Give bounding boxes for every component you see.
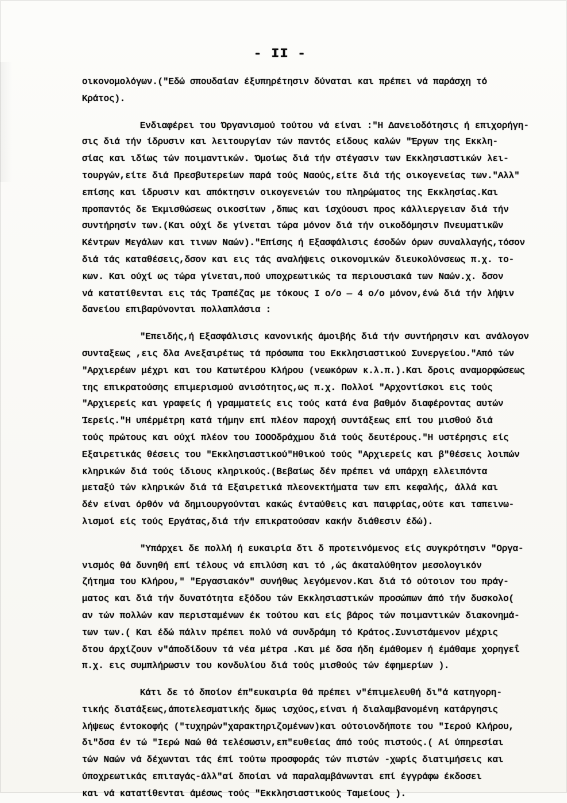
text-line: της επικρατούσης επιμερισμού ανισότητος,ως π.χ. Πολλοί "Αρχοντίσκοι εις τούς xyxy=(82,382,493,393)
text-line: προπαντός δε Έκμισθώσεως οικοσίτων ,δπως και ίσχύουσι προς κάλλιεργειαν διά τήν xyxy=(82,204,509,215)
document-body xyxy=(82,74,538,803)
text-line: τών Ναών νά δέχωνται τάς έπί τούτω προσφοράς τών πιστών -χωρίς διατιμήσεις και xyxy=(82,755,504,766)
text-line: δτου άρχίζουν ν"άποδίδουν τά νέα μέτρα .Και μέ δσα ήδη έμάθομεν ή έμάθαμε χορηγεΐ xyxy=(82,644,520,655)
text-line: δανείου επιβαρύνονται πολλαπλάσια : xyxy=(82,305,272,316)
text-line: ματος και διά τήν δυνατότητα εξόδου τών Εκκλησιαστικών προσώπων άπό τήν δυσκολο( xyxy=(82,594,515,605)
text-line: τουργών,είτε διά Πρεσβυτερείων παρά τούς Ναούς,είτε διά τής οικογενείας των."Αλλ" xyxy=(82,170,520,181)
text-line: Εξαιρετικάς θέσεις του "Εκκλησιαστικού"Ηθικού τούς "Αρχιερείς και β"θέσεις λοιπών xyxy=(82,449,520,460)
text-line: "Επειδής,ή Εξασφάλισις κανονικής άμοιβής διά τήν συντήρησιν και ανάλογον xyxy=(140,332,529,343)
text-line: "Αρχιερείς και γραφείς ή γραμματείς εις τούς κατά ένα βαθμόν διαφέροντας αυτών xyxy=(82,399,504,410)
text-line: "Αρχιερέων μέχρι και του Κατωτέρου Κλήρου (νεωκόρων κ.λ.π.).Και δροις αναμορφώσεως xyxy=(82,365,525,376)
text-line: Ενδιαφέρει του Όργανισμού τούτου νά είναι :"Η Δανειοδότησις ή επιχορήγη- xyxy=(140,120,529,131)
text-line: Κράτος). xyxy=(82,93,126,104)
text-line: δέν είναι όρθόν νά δημιουργούνται κακώς ένταύθεις και παιφρίας,ούτε και ταπεινω- xyxy=(82,500,515,511)
text-line: και νά κατατίθενται άμέσως τούς "Εκκλησιαστικούς Ταμείους ). xyxy=(82,788,407,799)
text-line: τικής διατάξεως,άποτελεσματικής δμως ισχύος,είναι ή διαλαμβανομένη κατάργησις xyxy=(82,704,498,715)
text-line: "Υπάρχει δε πολλή ή ευκαιρία δτι δ προτεινόμενος είς συγκρότησιν "Οργα- xyxy=(140,543,524,554)
text-line: συντήρησίν των.(Και ούχί δε γίνεται τώρα μόνον διά τήν οικοδόμησιν Πνευματικῶν xyxy=(82,221,504,232)
text-line: νισμός θά δυνηθή επί τέλους νά επιλύση και τό ,ώς άκαταλύθητον μεσολογικόν xyxy=(82,560,482,571)
text-line: επίσης και ίδρυσιν και απόκτησιν οικογενειών του πληρώματος της Εκκλησίας.Και xyxy=(82,187,498,198)
text-line: δι"δσα έν τώ "Ιερώ Ναώ θά τελέσωσιν,επ"ευθείας άπό τούς πιστούς.( Αί ύπηρεσίαι xyxy=(82,738,504,749)
text-line: Ίερείς."Η υπέρμέτρη κατά τήμην επί πλέον παροχή συντάξεως επί του μισθού διά xyxy=(82,416,493,427)
text-line: π.χ. εις συμπλήρωσιν του κονδυλίου διά τούς μισθούς τών έφημερίων ). xyxy=(82,661,450,672)
text-line: νά κατατίθενται εις τάς Τραπέζας με τόκους I ο/ο — 4 ο/ο μόνον,ένώ διά τήν λήψιν xyxy=(82,288,515,299)
text-line: λισμοί είς τούς Εργάτας,διά τήν επικρατούσαν κακήν διάθεσιν έδώ). xyxy=(82,516,434,527)
text-line: συνταξεως ,εις δλα Ανεξαιρέτως τά πρόσωπα του Εκκλησιαστικού Συνεργείου."Από τών xyxy=(82,348,515,359)
text-line: σίας και ιδίως τών ποιμαντικών. Όμοίως διά τήν στέγασιν των Εκκλησιαστικών λει- xyxy=(82,154,509,165)
text-line: διά τάς καταθέσεις,δσον και εις τάς αναλήψεις οικονομικών διευκολύνσεως π.χ. το- xyxy=(82,254,515,265)
text-line: τούς πρώτους και ούχί πλέον του ΙΟΟΟδράχμου διά τούς δευτέρους."Η υστέρησις είς xyxy=(82,432,509,443)
text-line: ύποχρεωτικάς επιταγάς-άλλ"αί δποίαι νά παραλαμβάνωνται επί έγγράφω έκδοσει xyxy=(82,772,482,783)
text-line: κων. Και ούχί ως τώρα γίνεται,πού υποχρεωτικώς τα περιουσιακά των Ναών.χ. δσον xyxy=(82,271,504,282)
text-line: σις διά τήν ίδρυσιν και λειτουργίαν τών παντός είδους καλών "Έργων της Εκκλη- xyxy=(82,137,498,148)
text-line: μεταξύ τών κληρικών διά τά Εξαιρετικά πλεονεκτήματα των επι κεφαλής, άλλά και xyxy=(82,483,498,494)
text-line: αν τών πολλών καν περισταμένων έκ τούτου και είς βάρος τών ποιμαντικών διακονημά- xyxy=(82,610,520,621)
page-number: - II - xyxy=(253,46,307,61)
text-line: Κάτι δε τό δποίον έπ"ευκαιρία θά πρέπει ν"έπιμελευθή δι"ά κατηγορη- xyxy=(140,688,502,699)
text-line: λήψεως έντοκοφής ("τυχηρών"χαρακτηριζομένων)και ούτοιονδήποτε του "Ιερού Κλήρου, xyxy=(82,721,515,732)
text-line: Κέντρων Μεγάλων και τινων Ναών)."Επίσης ή Εξασφάλισις έσοδών όρων συναλλαγής,τόσον xyxy=(82,238,525,249)
text-line: ζήτημα του Κλήρου," "Εργασιακόν" συνήθως λεγόμενον.Και διά τό ούτοιον του πράγ- xyxy=(82,577,509,588)
left-margin-shadow xyxy=(0,62,12,182)
text-line: των των.( Και έδώ πάλιν πρέπει πολύ νά συνδράμη τό Κράτος.Συνιστάμενον μέχρις xyxy=(82,627,498,638)
text-line: κληρικών διά τούς ίδιους κληρικούς.(Βεβαίως δέν πρέπει νά υπάρχη ελλειπόντα xyxy=(82,466,488,477)
text-line: οικονομολόγων.("Εδώ σπουδαίαν έξυπηρέτησιν δύναται και πρέπει νά παράσχη τό xyxy=(82,77,488,87)
